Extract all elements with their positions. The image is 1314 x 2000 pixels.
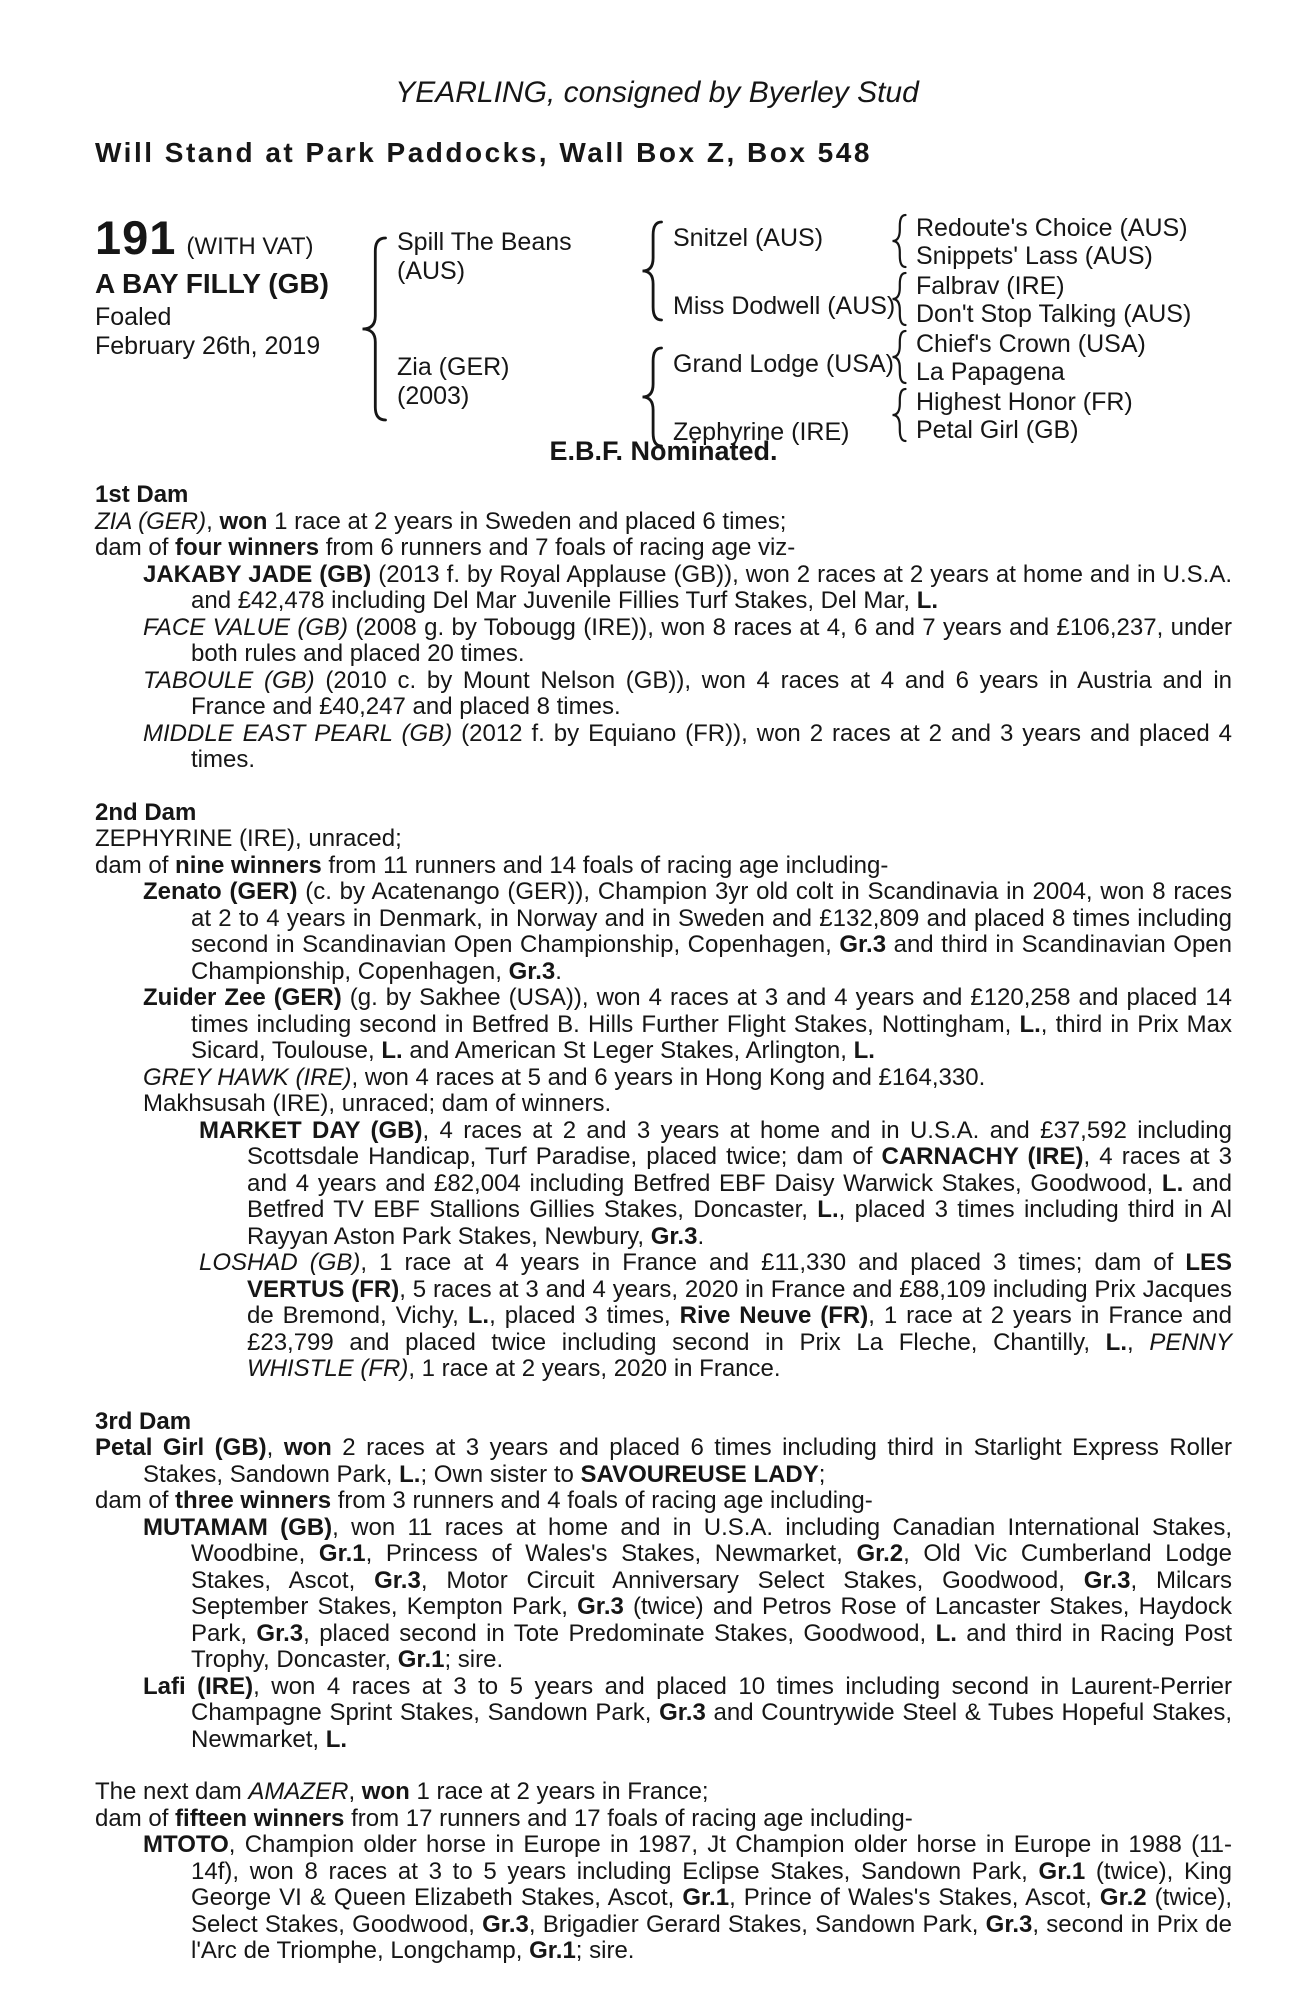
text-run: Gr.3 xyxy=(577,1593,624,1620)
pedigree-text-paragraph xyxy=(95,1832,1232,1965)
text-run: ; Own sister to xyxy=(420,1460,581,1488)
dam-section xyxy=(95,800,1232,1383)
text-run: fifteen winners xyxy=(175,1804,345,1832)
consignment-line: YEARLING, consigned by Byerley Stud xyxy=(395,76,919,109)
pedigree-brace xyxy=(361,236,387,422)
pedigree-text-paragraph xyxy=(95,562,1232,615)
text-run: . xyxy=(697,1222,705,1250)
text-run: ; sire. xyxy=(444,1646,504,1673)
text-run: , placed 3 times including third in Al Rayyan Aston Park Stakes, Newbury, xyxy=(247,1196,1232,1250)
text-run: Lafi (IRE) xyxy=(143,1672,254,1700)
text-run: JAKABY JADE (GB) xyxy=(143,560,372,588)
pedigree-gen3 xyxy=(891,210,1251,460)
text-run: , won 4 races at 3 to 5 years and placed 10 times including second in Laurent-Perrier Champagne Sprint Stakes, Sandown Park, xyxy=(191,1672,1233,1726)
text-run: ZIA (GER) xyxy=(95,507,207,535)
dam-section xyxy=(95,1779,1232,1965)
ebf-nominated-line: E.B.F. Nominated. xyxy=(549,436,778,466)
text-run: FACE VALUE (GB) xyxy=(143,613,348,641)
text-run: CARNACHY (IRE) xyxy=(881,1143,1084,1170)
text-run: (2008 g. by Tobougg (IRE)), won 8 races at 4, 6 and 7 years and £106,237, under both rules and placed 20 times. xyxy=(191,613,1232,667)
text-run: and Countrywide Steel & Tubes Hopeful Stakes, Newmarket, xyxy=(191,1699,1232,1753)
text-run: 1 race at 2 years in Sweden and placed 6 times; xyxy=(267,507,787,535)
pedigree-text-paragraph xyxy=(95,615,1232,668)
pedigree-text-paragraph xyxy=(95,1118,1232,1251)
text-run: L. xyxy=(1161,1169,1184,1197)
text-run: Makhsusah (IRE), unraced; dam of winners. xyxy=(143,1090,612,1117)
text-run: L. xyxy=(817,1196,839,1223)
text-run: and third in Racing Post Trophy, Doncaster, xyxy=(191,1619,1233,1673)
text-run: PENNY WHISTLE (FR) xyxy=(247,1328,1232,1382)
text-run: and American St Leger Stakes, Arlington, xyxy=(402,1037,854,1064)
text-run: Gr.3 xyxy=(1083,1566,1131,1594)
text-run: Gr.2 xyxy=(856,1540,904,1567)
text-run: , xyxy=(1127,1328,1150,1356)
pedigree-text-paragraph xyxy=(95,853,1232,880)
text-run: Gr.2 xyxy=(1099,1884,1147,1911)
text-run: (2013 f. by Royal Applause (GB)), won 2 races at 2 years at home and in U.S.A. and £42,478 including Del Mar Juvenile Fillies Turf Stakes, Del Mar, xyxy=(191,560,1233,614)
text-run: L. xyxy=(467,1302,490,1329)
sire-sire-name: Snitzel (AUS) xyxy=(673,224,824,252)
sire-origin: (AUS) xyxy=(397,257,466,285)
pedigree-text-paragraph xyxy=(95,1250,1232,1383)
text-run: , 1 race at 2 years in France and £23,799 and placed twice including second in Prix La Fleche, Chantilly, xyxy=(247,1302,1233,1356)
pedigree-text-paragraph xyxy=(95,985,1232,1065)
pedigree-brace xyxy=(891,271,907,327)
gen3-ancestor-name: Highest Honor (FR) xyxy=(916,388,1133,416)
text-run: Gr.3 xyxy=(482,1910,529,1938)
pedigree-text-paragraph xyxy=(95,509,1232,536)
dam-section-heading: 1st Dam xyxy=(95,481,189,508)
text-run: four winners xyxy=(175,534,320,561)
dam-year: (2003) xyxy=(397,382,470,410)
text-run: from 6 runners and 7 foals of racing age viz- xyxy=(319,534,796,561)
pedigree-brace xyxy=(641,220,663,322)
pedigree-text-paragraph xyxy=(95,668,1232,721)
dam-dam-name: Zephyrine (IRE) xyxy=(673,418,850,446)
dam-name: Zia (GER) xyxy=(397,353,510,381)
text-run: L. xyxy=(1105,1328,1127,1356)
lot-description: A BAY FILLY (GB) xyxy=(95,268,329,299)
text-run: L. xyxy=(935,1619,957,1647)
text-run: MUTAMAM (GB) xyxy=(143,1513,333,1541)
dam-sections xyxy=(95,482,1232,1965)
gen3-pair xyxy=(891,271,1251,329)
text-run: and Betfred TV EBF Stallions Gillies Stakes, Doncaster, xyxy=(247,1169,1232,1223)
stand-location-line: Will Stand at Park Paddocks, Wall Box Z, Box 548 xyxy=(95,137,872,168)
dam-section-heading: 3rd Dam xyxy=(95,1407,192,1435)
text-run: L. xyxy=(399,1460,421,1488)
pedigree-text-paragraph xyxy=(95,1674,1232,1754)
text-run: (c. by Acatenango (GER)), Champion 3yr old colt in Scandinavia in 2004, won 8 races at 2 to 4 years in Denmark, in Norway and in Sweden and £132,809 and placed 8 times including second in Scandinavian Open Championship, Copenhagen, xyxy=(191,878,1233,958)
text-run: Gr.1 xyxy=(682,1884,730,1911)
pedigree-text-paragraph xyxy=(95,1091,1232,1118)
text-run: , 4 races at 3 and 4 years and £82,004 including Betfred EBF Daisy Warwick Stakes, Goodwood, xyxy=(247,1143,1232,1197)
text-run: ZEPHYRINE (IRE), unraced; xyxy=(95,825,402,852)
gen3-pair xyxy=(891,329,1251,387)
text-run: L. xyxy=(381,1037,403,1064)
text-run: Petal Girl (GB) xyxy=(95,1434,267,1461)
text-run: , Prince of Wales's Stakes, Ascot, xyxy=(729,1884,1100,1911)
text-run: Gr.1 xyxy=(318,1540,366,1567)
text-run: LES VERTUS (FR) xyxy=(247,1249,1233,1303)
text-run: , 1 race at 2 years, 2020 in France. xyxy=(408,1355,781,1382)
text-run: Gr.3 xyxy=(508,957,556,985)
text-run: AMAZER xyxy=(248,1778,349,1805)
text-run: L. xyxy=(1019,1010,1041,1038)
dam-section xyxy=(95,1409,1232,1754)
gen3-ancestor-name: Redoute's Choice (AUS) xyxy=(916,214,1188,242)
sire-dam-name: Miss Dodwell (AUS) xyxy=(673,292,896,320)
text-run: Gr.3 xyxy=(256,1619,304,1647)
lot-header xyxy=(95,210,314,265)
text-run: nine winners xyxy=(175,851,322,879)
text-run: and third in Scandinavian Open Championship, Copenhagen, xyxy=(191,931,1232,985)
text-run: three winners xyxy=(175,1487,332,1514)
text-run: TABOULE (GB) xyxy=(143,666,315,694)
text-run: dam of xyxy=(95,1804,176,1832)
text-run: (twice), Select Stakes, Goodwood, xyxy=(191,1884,1233,1938)
sire-name: Spill The Beans xyxy=(397,228,572,256)
text-run: , won 4 races at 5 and 6 years in Hong Kong and £164,330. xyxy=(351,1063,986,1091)
text-run: , placed second in Tote Predominate Stakes, Goodwood, xyxy=(303,1619,936,1647)
text-run: MTOTO xyxy=(143,1831,229,1858)
text-run: , Motor Circuit Anniversary Select Stakes, Goodwood, xyxy=(420,1566,1084,1594)
text-run: , xyxy=(266,1434,284,1461)
text-run: from 11 runners and 14 foals of racing age including- xyxy=(321,851,889,879)
text-run: , Princess of Wales's Stakes, Newmarket, xyxy=(365,1540,857,1567)
gen3-pair xyxy=(891,213,1251,271)
pedigree-text-paragraph xyxy=(95,1488,1232,1515)
text-run: Gr.3 xyxy=(659,1699,706,1726)
text-run: , third in Prix Max Sicard, Toulouse, xyxy=(191,1010,1232,1064)
text-run: , 1 race at 4 years in France and £11,330 and placed 3 times; dam of xyxy=(360,1249,1186,1276)
text-run: , Milcars September Stakes, Kempton Park, xyxy=(191,1566,1232,1620)
pedigree-text-paragraph xyxy=(95,879,1232,985)
text-run: , Brigadier Gerard Stakes, Sandown Park, xyxy=(528,1910,986,1938)
text-run: LOSHAD (GB) xyxy=(199,1249,361,1276)
text-run: MIDDLE EAST PEARL (GB) xyxy=(143,719,453,747)
pedigree-table xyxy=(95,210,1255,460)
sire-block xyxy=(397,228,572,286)
lot-number: 191 xyxy=(95,211,177,264)
text-run: , Champion older horse in Europe in 1987, Jt Champion older horse in Europe in 1988 (11-14f), won 8 races at 3 to 5 years including Eclipse Stakes, Sandown Park, xyxy=(191,1831,1232,1885)
text-run: , placed 3 times, xyxy=(489,1302,680,1329)
gen3-ancestor-name: La Papagena xyxy=(916,358,1065,386)
pedigree-text-paragraph xyxy=(95,1515,1232,1674)
dam-block xyxy=(397,353,510,411)
text-run: won xyxy=(361,1778,410,1805)
text-run: MARKET DAY (GB) xyxy=(199,1116,423,1144)
text-run: ; sire. xyxy=(575,1937,635,1964)
text-run: won xyxy=(219,507,268,535)
text-run: (twice), King George VI & Queen Elizabeth Stakes, Ascot, xyxy=(191,1857,1232,1911)
dam-section xyxy=(95,482,1232,774)
pedigree-brace xyxy=(891,329,907,385)
gen3-ancestor-name: Snippets' Lass (AUS) xyxy=(916,242,1153,270)
pedigree-brace xyxy=(891,387,907,443)
text-run: ; xyxy=(818,1460,826,1488)
text-run: The next dam xyxy=(95,1778,249,1805)
pedigree-text-paragraph xyxy=(95,1779,1232,1806)
text-run: (2012 f. by Equiano (FR)), won 2 races at 2 and 3 years and placed 4 times. xyxy=(191,719,1232,773)
pedigree-brace xyxy=(641,346,663,448)
pedigree-text-paragraph xyxy=(95,1065,1232,1092)
text-run: L. xyxy=(853,1037,875,1064)
text-run: dam of xyxy=(95,1487,176,1514)
gen3-ancestor-name: Petal Girl (GB) xyxy=(916,416,1079,444)
text-run: Gr.3 xyxy=(839,931,887,958)
text-run: Zenato (GER) xyxy=(143,878,298,905)
text-run: won xyxy=(283,1434,332,1461)
text-run: , xyxy=(348,1778,362,1805)
text-run: , won 11 races at home and in U.S.A. including Canadian International Stakes, Woodbine, xyxy=(191,1513,1232,1567)
text-run: Rive Neuve (FR) xyxy=(679,1302,869,1329)
pedigree-text-paragraph xyxy=(95,535,1232,562)
gen3-ancestor-name: Falbrav (IRE) xyxy=(916,272,1065,300)
text-run: from 17 runners and 17 foals of racing age including- xyxy=(344,1804,913,1832)
text-run: (twice) and Petros Rose of Lancaster Stakes, Haydock Park, xyxy=(191,1593,1232,1647)
text-run: 2 races at 3 years and placed 6 times including third in Starlight Express Roller Stakes, Sandown Park, xyxy=(143,1434,1233,1488)
text-run: 1 race at 2 years in France; xyxy=(409,1778,709,1805)
text-run: (2010 c. by Mount Nelson (GB)), won 4 races at 4 and 6 years in Austria and in France and £40,247 and placed 8 times. xyxy=(191,666,1233,720)
text-run: , second in Prix de l'Arc de Triomphe, Longchamp, xyxy=(191,1910,1232,1964)
pedigree-text-paragraph xyxy=(95,826,1232,853)
text-run: . xyxy=(555,957,562,985)
text-run: , xyxy=(206,507,220,535)
text-run: , Old Vic Cumberland Lodge Stakes, Ascot, xyxy=(191,1540,1232,1594)
text-run: Zuider Zee (GER) xyxy=(143,984,342,1011)
pedigree-brace xyxy=(891,213,907,269)
text-run: L. xyxy=(916,587,939,614)
dam-sire-name: Grand Lodge (USA) xyxy=(673,350,894,378)
text-run: Gr.3 xyxy=(985,1910,1033,1938)
text-run: SAVOUREUSE LADY xyxy=(580,1460,819,1488)
text-run: dam of xyxy=(95,851,176,879)
vat-note: (WITH VAT) xyxy=(186,233,314,260)
text-run: dam of xyxy=(95,534,176,561)
pedigree-text-paragraph xyxy=(95,721,1232,774)
text-run: Gr.3 xyxy=(374,1566,421,1594)
text-run: , 5 races at 3 and 4 years, 2020 in France and £88,109 including Prix Jacques de Bremond, Vichy, xyxy=(247,1275,1232,1329)
dam-section-heading: 2nd Dam xyxy=(95,798,197,826)
text-run: Gr.1 xyxy=(529,1937,576,1964)
gen3-ancestor-name: Don't Stop Talking (AUS) xyxy=(916,300,1192,328)
text-run: Gr.3 xyxy=(650,1222,698,1250)
text-run: Gr.1 xyxy=(1038,1857,1086,1885)
text-run: Gr.1 xyxy=(397,1646,445,1673)
text-run: (g. by Sakhee (USA)), won 4 races at 3 and 4 years and £120,258 and placed 14 times including second in Betfred B. Hills Further Flight Stakes, Nottingham, xyxy=(191,984,1232,1038)
text-run: from 3 runners and 4 foals of racing age including- xyxy=(331,1487,873,1514)
text-run: , 4 races at 2 and 3 years at home and in U.S.A. and £37,592 including Scottsdale Handicap, Turf Paradise, placed twice; dam of xyxy=(247,1116,1232,1170)
text-run: GREY HAWK (IRE) xyxy=(143,1063,352,1091)
text-run: L. xyxy=(325,1725,348,1753)
pedigree-text-paragraph xyxy=(95,1806,1232,1833)
foaled-label: Foaled xyxy=(95,303,172,331)
gen3-ancestor-name: Chief's Crown (USA) xyxy=(916,330,1146,358)
pedigree-text-paragraph xyxy=(95,1435,1232,1488)
foaled-date: February 26th, 2019 xyxy=(95,332,321,360)
